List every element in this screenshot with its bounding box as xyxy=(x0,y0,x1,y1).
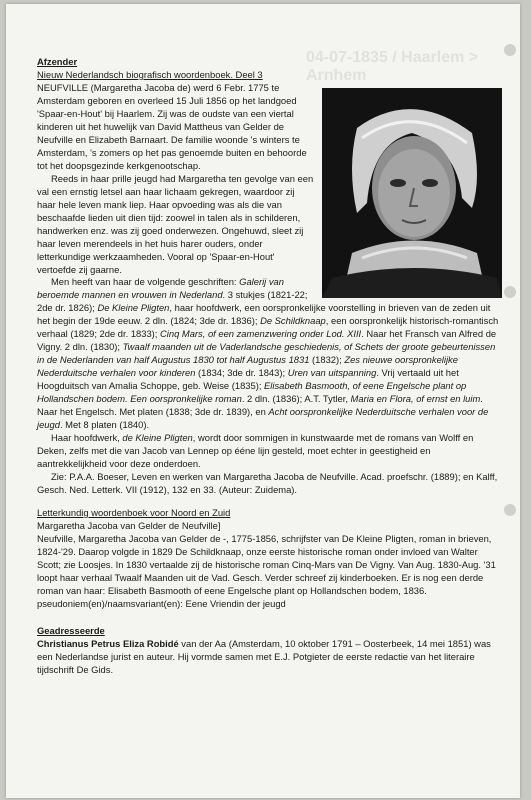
punch-hole xyxy=(504,504,516,516)
bio-paragraph-3: Men heeft van haar de volgende geschriften: Galerij van beroemde mannen en vrouwen in Nederland. 3 stukjes (1821-22; 2de dr. 1826); De Kleine Pligten, haar hoofdwerk, een oorspronkelijke voorstelling in brieven van de zeden uit het begin der 19de eeuw. 2 dln. (1824; 3de dr. 1836); De Schildknaap, een oorspronkelijk historisch-romantisch verhaal (1829; 2de dr. 1833); Cinq Mars, of een zamenzwering onder Lod. XIII. Naar het Fransch van Alfred de Vigny. 2 dln. (1830); Twaalf maanden uit de Vaderlandsche geschiedenis, of Schets der groote gebeurtenissen in de Nederlanden van half Augustus 1830 tot half Augustus 1831 (1832); Zes nieuwe oorspronkelijke Nederduitsche verhalen voor kinderen (1834; 3de dr. 1843); Uren van uitspanning. Vrij vertaald uit het Hoogduitsch van Amalia Schoppe, geb. Weise (1835); Elisabeth Basmooth, of eene Engelsche plant op Hollandschen bodem. Een oorspronkelijke roman. 2 dln. (1836); A.T. Tytler, Maria en Flora, of ernst en luim. Naar het Engelsch. Met platen (1838; 3de dr. 1839), en Acht oorspronkelijke Nederduitsche verhalen voor de jeugd. Met 8 platen (1840). xyxy=(37,276,499,431)
letterkundig-body: Neufville, Margaretha Jacoba van Gelder de -, 1775-1856, schrijfster van De Kleine Pligten, roman in brieven, 1824-'29. Daarop volgde in 1829 De Schildknaap, onze eerste historische roman onder invloed van Walter Scott; zie Loosjes. In 1830 vertaalde zij de historische roman Cinq-Mars van De Vigny. Van Aug. 1830-Aug. '31 loopt haar verhaal Twaalf Maanden uit de Vad. Gesch. Verder schreef zij kinderboeken. Er is nog een derde roman van haar: Elisabeth Basmooth of eene Engelsche plant op Hollandschen bodem, 1836. xyxy=(37,532,496,596)
bio-paragraph-2: Reeds in haar prille jeugd had Margaretha ten gevolge van een val een ernstig letsel aan haar lichaam gekregen, waardoor zij haar hele leven mank liep. Haar opvoeding was als die van beschaafde lieden uit dien tijd: zoowel in talen als in schilderen, handwerken enz. was zij goed onderwezen. Ongehuwd, sleet zij haar leven merendeels in het huis harer ouders, onder letterkundige werkzaamheden. Vooral op 'Spaar-en-Hout' vertoefde zij gaarne. xyxy=(37,172,314,275)
document-content xyxy=(37,56,502,677)
section-heading-geadresseerde: Geadresseerde xyxy=(37,624,105,636)
punch-hole xyxy=(504,286,516,298)
source-title: Nieuw Nederlandsch biografisch woordenboek. Deel 3 xyxy=(37,68,263,80)
letterkundig-pseudonym: pseudoniem(en)/naamsvariant(en): Eene Vriendin der jeugd xyxy=(37,597,286,609)
portrait-photo xyxy=(322,88,502,298)
bio-paragraph-5: Zie: P.A.A. Boeser, Leven en werken van Margaretha Jacoba de Neufville. Acad. proefschr. (1889); en Kalff, Gesch. Ned. Letterk. VII (1912), 132 en 33. (Auteur: Zuidema). xyxy=(37,471,498,495)
section-heading-letterkundig: Letterkundig woordenboek voor Noord en Zuid xyxy=(37,506,231,518)
document-sheet xyxy=(6,4,520,798)
bio-paragraph-4: Haar hoofdwerk, de Kleine Pligten, wordt door sommigen in kunstwaarde met de romans van Wolff en Deken, zelfs met die van Jacob van Lennep op éénе lijn gesteld, moet echter in geestigheid en aantrekkelijkheid voor deze onderdoen. xyxy=(37,432,474,470)
portrait-image xyxy=(322,88,502,298)
section-heading-afzender: Afzender xyxy=(37,56,78,67)
geadresseerde-body: Christianus Petrus Eliza Robidé van der Aa (Amsterdam, 10 oktober 1791 – Oosterbeek, 14 mei 1851) was een Nederlandse jurist en auteur. Hij vormde samen met E.J. Potgieter de eerste redactie van het literaire tijdschrift De Gids. xyxy=(37,637,491,675)
letterkundig-name-line: Margaretha Jacoba van Gelder de Neufville] xyxy=(37,519,221,531)
bio-paragraph-1: NEUFVILLE (Margaretha Jacoba de) werd 6 Febr. 1775 te Amsterdam geboren en overleed 15 Juli 1856 op het landgoed 'Spaar-en-Hout' bij Haarlem. Zij was de oudste van een viertal kinderen uit het huwelijk van David Mattheus van Gelder de Neufville en Elizabeth Barnaart. De familie woonde 's winters te Amsterdam, 's zomers op het pas genoemde buiten en behoorde tot het doopsgezinde kerkgenootschap. xyxy=(37,81,307,171)
show-through-text: 04-07-1835 / Haarlem > Arnhem xyxy=(306,49,479,84)
